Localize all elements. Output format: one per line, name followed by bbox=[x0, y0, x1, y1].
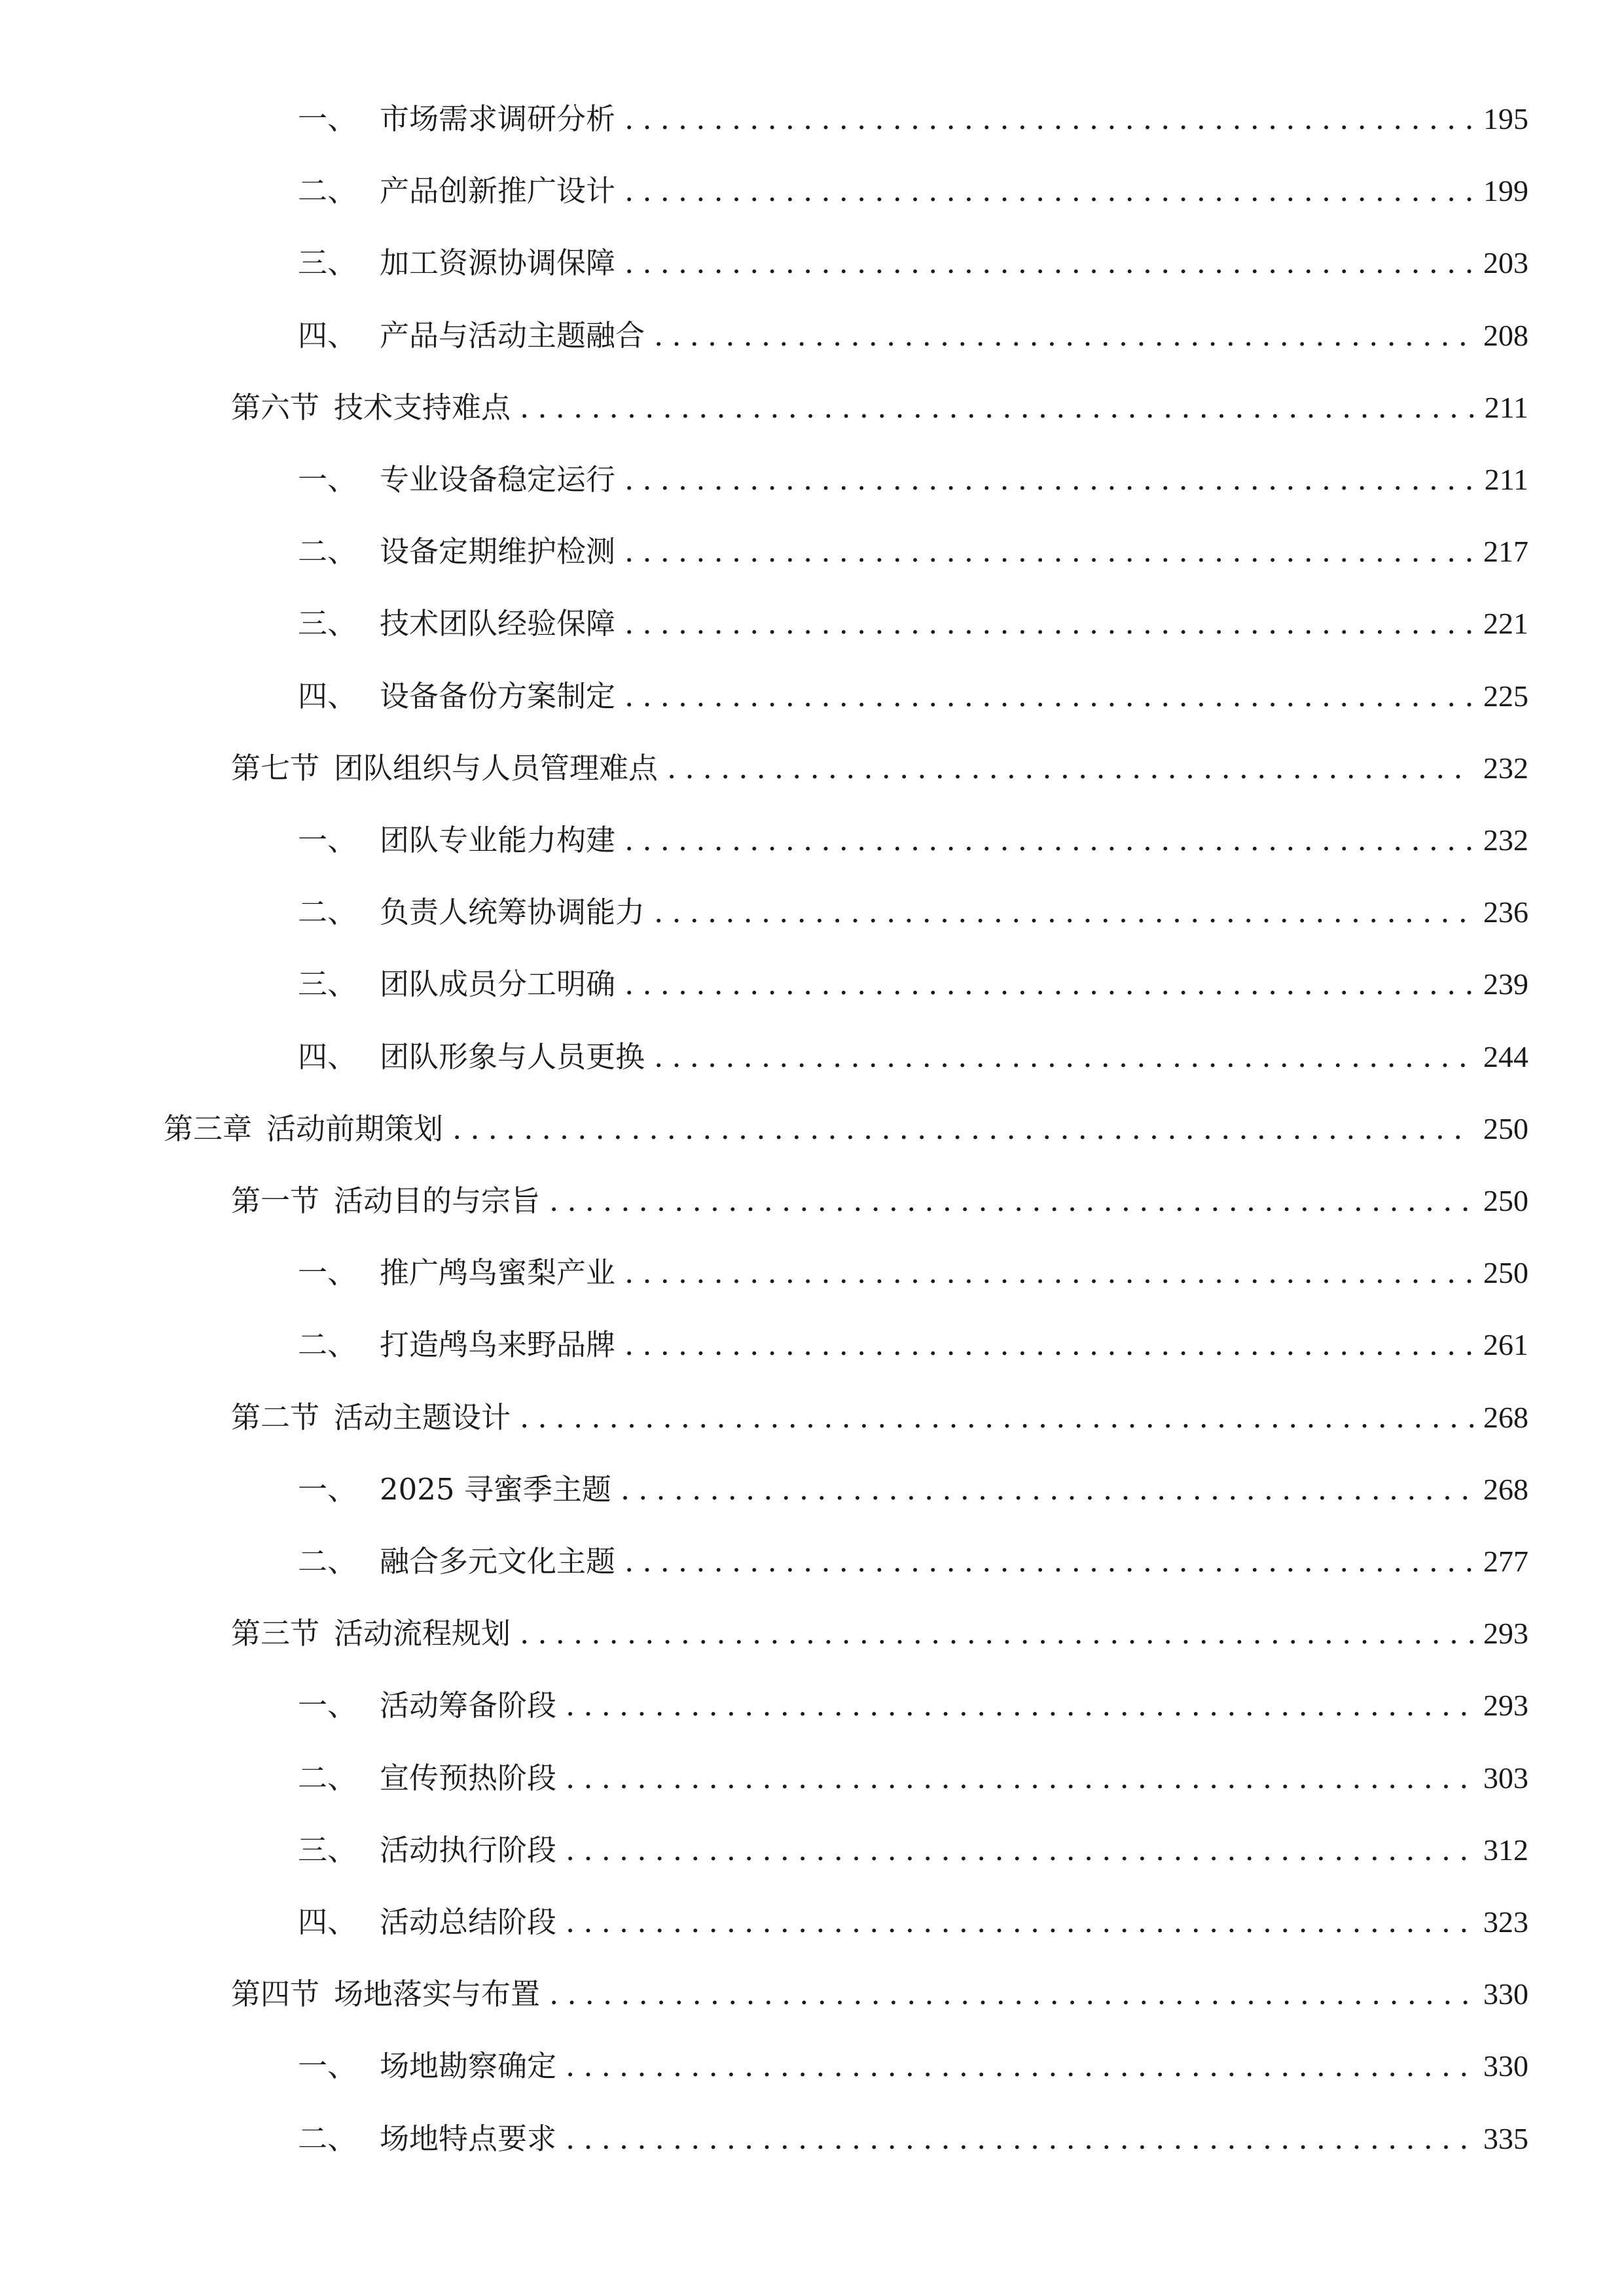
toc-dot-leader bbox=[624, 457, 1473, 503]
toc-entry-number: 一、 bbox=[298, 1688, 357, 1723]
toc-entry-page-number: 217 bbox=[1483, 535, 1528, 568]
toc-entry-number: 二、 bbox=[298, 534, 357, 569]
toc-entry-title: 打造鸬鸟来野品牌 bbox=[380, 1327, 616, 1362]
toc-entry-item[interactable] bbox=[298, 817, 1528, 863]
toc-dot-leader bbox=[549, 1971, 1473, 2017]
toc-entry-item[interactable] bbox=[298, 2043, 1528, 2089]
toc-entry-page-number: 293 bbox=[1483, 1617, 1528, 1650]
toc-entry-page-number: 211 bbox=[1484, 463, 1528, 496]
toc-entry-number: 第三节 bbox=[231, 1616, 320, 1651]
toc-entry-page-number: 268 bbox=[1483, 1473, 1528, 1506]
toc-dot-leader bbox=[566, 1827, 1473, 1873]
toc-dot-leader bbox=[566, 2043, 1473, 2089]
toc-entry-item[interactable] bbox=[298, 457, 1528, 503]
toc-dot-leader bbox=[624, 1322, 1473, 1368]
toc-dot-leader bbox=[654, 1034, 1473, 1080]
toc-dot-leader bbox=[624, 529, 1473, 575]
toc-entry-item[interactable] bbox=[298, 168, 1528, 214]
toc-dot-leader bbox=[566, 1899, 1473, 1945]
toc-dot-leader bbox=[624, 1539, 1473, 1585]
toc-dot-leader bbox=[654, 889, 1473, 935]
toc-dot-leader bbox=[624, 817, 1473, 863]
toc-entry-number: 二、 bbox=[298, 1761, 357, 1795]
toc-dot-leader bbox=[624, 1250, 1473, 1296]
toc-entry-title: 活动流程规划 bbox=[334, 1616, 511, 1651]
toc-entry-number: 四、 bbox=[298, 318, 357, 353]
toc-entry-title: 技术团队经验保障 bbox=[380, 606, 616, 641]
toc-entry-number: 二、 bbox=[298, 1544, 357, 1579]
toc-entry-title: 产品创新推广设计 bbox=[380, 173, 616, 208]
toc-entry-title: 技术支持难点 bbox=[334, 390, 511, 425]
toc-entry-item[interactable] bbox=[298, 1250, 1528, 1296]
toc-entry-page-number: 195 bbox=[1483, 102, 1528, 135]
toc-dot-leader bbox=[452, 1106, 1473, 1152]
toc-entry-title: 活动目的与宗旨 bbox=[334, 1183, 541, 1218]
toc-dot-leader bbox=[520, 385, 1473, 431]
toc-entry-number: 第三章 bbox=[164, 1111, 253, 1146]
toc-entry-title: 2025 寻蜜季主题 bbox=[380, 1472, 611, 1507]
toc-entry-title: 融合多元文化主题 bbox=[380, 1544, 616, 1579]
toc-entry-item[interactable] bbox=[298, 1755, 1528, 1801]
toc-entry-item[interactable] bbox=[298, 1467, 1528, 1513]
toc-entry-number: 一、 bbox=[298, 2049, 357, 2083]
toc-entry-section[interactable] bbox=[231, 1395, 1528, 1441]
toc-entry-page-number: 330 bbox=[1483, 2049, 1528, 2083]
toc-entry-section[interactable] bbox=[231, 1971, 1528, 2017]
toc-entry-title: 团队成员分工明确 bbox=[380, 967, 616, 1001]
toc-entry-section[interactable] bbox=[231, 1611, 1528, 1657]
toc-entry-page-number: 323 bbox=[1483, 1905, 1528, 1939]
toc-entry-title: 负责人统筹协调能力 bbox=[380, 895, 645, 929]
toc-entry-number: 第一节 bbox=[231, 1183, 320, 1218]
toc-dot-leader bbox=[566, 2116, 1473, 2162]
toc-entry-item[interactable] bbox=[298, 961, 1528, 1007]
toc-entry-page-number: 261 bbox=[1483, 1328, 1528, 1361]
toc-entry-item[interactable] bbox=[298, 1539, 1528, 1585]
toc-entry-title: 设备定期维护检测 bbox=[380, 534, 616, 569]
toc-dot-leader bbox=[566, 1683, 1473, 1729]
toc-entry-item[interactable] bbox=[298, 2116, 1528, 2162]
toc-entry-item[interactable] bbox=[298, 96, 1528, 142]
toc-dot-leader bbox=[624, 96, 1473, 142]
toc-entry-item[interactable] bbox=[298, 313, 1528, 359]
toc-entry-title: 场地落实与布置 bbox=[334, 1977, 541, 2011]
toc-entry-number: 第六节 bbox=[231, 390, 320, 425]
toc-entry-number: 三、 bbox=[298, 606, 357, 641]
toc-entry-page-number: 250 bbox=[1483, 1184, 1528, 1217]
toc-dot-leader bbox=[667, 745, 1473, 791]
toc-dot-leader bbox=[624, 673, 1473, 719]
toc-entry-number: 四、 bbox=[298, 1039, 357, 1074]
toc-entry-page-number: 236 bbox=[1483, 895, 1528, 929]
toc-dot-leader bbox=[520, 1395, 1473, 1441]
toc-entry-page-number: 225 bbox=[1483, 679, 1528, 713]
toc-entry-page-number: 250 bbox=[1483, 1112, 1528, 1145]
toc-entry-page-number: 268 bbox=[1483, 1401, 1528, 1434]
toc-entry-page-number: 312 bbox=[1483, 1833, 1528, 1867]
toc-entry-page-number: 244 bbox=[1483, 1040, 1528, 1073]
toc-entry-item[interactable] bbox=[298, 529, 1528, 575]
toc-entry-title: 活动主题设计 bbox=[334, 1400, 511, 1435]
toc-entry-number: 一、 bbox=[298, 1255, 357, 1290]
toc-entry-item[interactable] bbox=[298, 673, 1528, 719]
toc-entry-title: 团队专业能力构建 bbox=[380, 823, 616, 857]
toc-entry-number: 第四节 bbox=[231, 1977, 320, 2011]
toc-entry-item[interactable] bbox=[298, 1899, 1528, 1945]
toc-entry-title: 活动筹备阶段 bbox=[380, 1688, 557, 1723]
toc-entry-page-number: 203 bbox=[1483, 246, 1528, 279]
toc-entry-title: 活动总结阶段 bbox=[380, 1905, 557, 1939]
toc-dot-leader bbox=[624, 168, 1473, 214]
toc-dot-leader bbox=[566, 1755, 1473, 1801]
toc-entry-title: 设备备份方案制定 bbox=[380, 679, 616, 713]
toc-entry-number: 一、 bbox=[298, 101, 357, 136]
toc-entry-number: 二、 bbox=[298, 2121, 357, 2156]
toc-entry-page-number: 211 bbox=[1484, 391, 1528, 424]
toc-entry-item[interactable] bbox=[298, 240, 1528, 286]
toc-entry-number: 四、 bbox=[298, 679, 357, 713]
toc-entry-page-number: 250 bbox=[1483, 1256, 1528, 1289]
toc-entry-page-number: 303 bbox=[1483, 1761, 1528, 1795]
toc-dot-leader bbox=[621, 1467, 1473, 1513]
toc-entry-title: 场地特点要求 bbox=[380, 2121, 557, 2156]
toc-entry-title: 宣传预热阶段 bbox=[380, 1761, 557, 1795]
toc-entry-section[interactable] bbox=[231, 385, 1528, 431]
toc-dot-leader bbox=[624, 601, 1473, 647]
toc-entry-title: 团队组织与人员管理难点 bbox=[334, 751, 659, 785]
toc-entry-item[interactable] bbox=[298, 1683, 1528, 1729]
toc-entry-number: 一、 bbox=[298, 1472, 357, 1507]
toc-entry-item[interactable] bbox=[298, 601, 1528, 647]
toc-entry-number: 一、 bbox=[298, 823, 357, 857]
toc-entry-title: 团队形象与人员更换 bbox=[380, 1039, 645, 1074]
toc-dot-leader bbox=[654, 313, 1473, 359]
toc-entry-number: 第二节 bbox=[231, 1400, 320, 1435]
toc-dot-leader bbox=[549, 1178, 1473, 1224]
toc-entry-number: 第七节 bbox=[231, 751, 320, 785]
toc-entry-title: 场地勘察确定 bbox=[380, 2049, 557, 2083]
toc-entry-page-number: 199 bbox=[1483, 174, 1528, 207]
toc-entry-title: 活动执行阶段 bbox=[380, 1833, 557, 1867]
toc-entry-page-number: 208 bbox=[1483, 319, 1528, 352]
toc-entry-section[interactable] bbox=[231, 1178, 1528, 1224]
toc-entry-page-number: 330 bbox=[1483, 1977, 1528, 2011]
toc-entry-title: 产品与活动主题融合 bbox=[380, 318, 645, 353]
toc-entry-number: 四、 bbox=[298, 1905, 357, 1939]
toc-entry-number: 二、 bbox=[298, 173, 357, 208]
toc-dot-leader bbox=[624, 961, 1473, 1007]
toc-entry-item[interactable] bbox=[298, 889, 1528, 935]
toc-entry-page-number: 232 bbox=[1483, 751, 1528, 785]
toc-dot-leader bbox=[624, 240, 1473, 286]
toc-entry-page-number: 221 bbox=[1483, 607, 1528, 640]
toc-entry-page-number: 277 bbox=[1483, 1545, 1528, 1578]
toc-entry-title: 活动前期策划 bbox=[266, 1111, 444, 1146]
toc-entry-chapter[interactable] bbox=[164, 1106, 1528, 1152]
toc-entry-page-number: 239 bbox=[1483, 967, 1528, 1001]
toc-entry-number: 三、 bbox=[298, 1833, 357, 1867]
toc-entry-page-number: 335 bbox=[1483, 2122, 1528, 2155]
toc-dot-leader bbox=[520, 1611, 1473, 1657]
toc-entry-item[interactable] bbox=[298, 1034, 1528, 1080]
toc-entry-item[interactable] bbox=[298, 1322, 1528, 1368]
toc-entry-title: 加工资源协调保障 bbox=[380, 245, 616, 280]
toc-entry-title: 专业设备稳定运行 bbox=[380, 462, 616, 497]
toc-entry-title: 市场需求调研分析 bbox=[380, 101, 616, 136]
toc-entry-number: 二、 bbox=[298, 1327, 357, 1362]
toc-entry-section[interactable] bbox=[231, 745, 1528, 791]
toc-entry-number: 三、 bbox=[298, 245, 357, 280]
toc-entry-page-number: 293 bbox=[1483, 1689, 1528, 1722]
toc-entry-number: 三、 bbox=[298, 967, 357, 1001]
toc-entry-title: 推广鸬鸟蜜梨产业 bbox=[380, 1255, 616, 1290]
toc-entry-number: 一、 bbox=[298, 462, 357, 497]
toc-entry-number: 二、 bbox=[298, 895, 357, 929]
toc-entry-item[interactable] bbox=[298, 1827, 1528, 1873]
toc-entry-page-number: 232 bbox=[1483, 823, 1528, 857]
